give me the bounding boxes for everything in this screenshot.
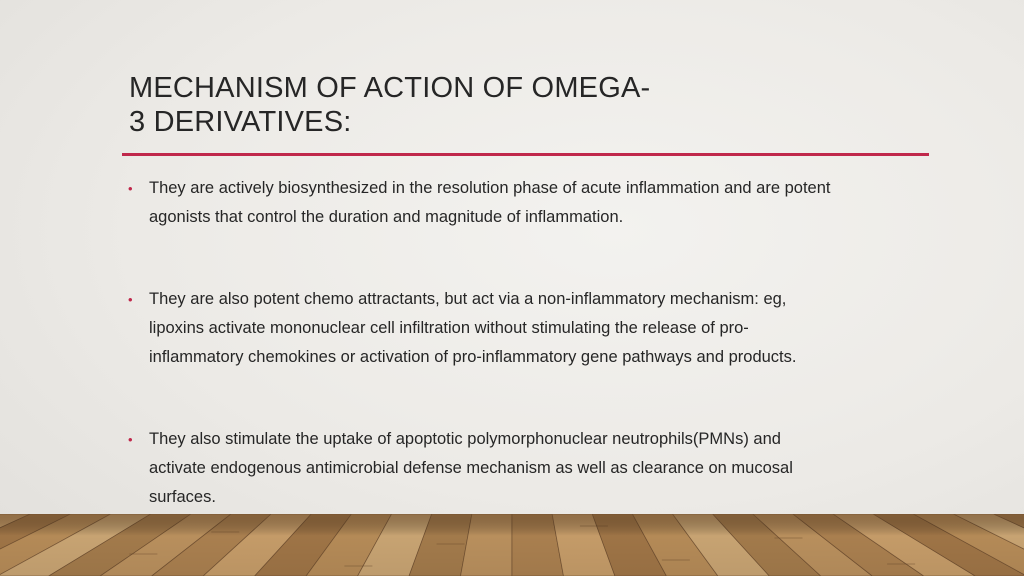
title-divider [122,153,929,156]
slide-title-line-1: MECHANISM OF ACTION OF OMEGA- [129,72,651,104]
bullet-1-line-2: agonists that control the duration and magnitude of inflammation. [149,208,624,226]
bullet-3-line-2: activate endogenous antimicrobial defense mechanism as well as clearance on mucosal [149,459,793,477]
bullet-item-1 [128,174,928,232]
bullet-1-line-1: They are actively biosynthesized in the resolution phase of acute inflammation and are potent [149,179,831,197]
bullet-dot-icon: • [128,292,133,307]
bullet-3-line-3: surfaces. [149,488,216,506]
bullet-item-2 [128,285,928,372]
bullet-2-line-2: lipoxins activate mononuclear cell infiltration without stimulating the release of pro- [149,319,749,337]
bullet-dot-icon: • [128,432,133,447]
bullet-list [128,174,928,512]
bullet-2-line-1: They are also potent chemo attractants, but act via a non-inflammatory mechanism: eg, [149,290,787,308]
slide-title-line-2: 3 DERIVATIVES: [129,106,352,138]
bullet-item-3 [128,425,928,512]
bullet-3-line-1: They also stimulate the uptake of apoptotic polymorphonuclear neutrophils(PMNs) and [149,430,781,448]
slide-title [129,71,749,139]
wood-floor-graphic [0,514,1024,576]
bullet-dot-icon: • [128,181,133,196]
wood-floor-background [0,514,1024,576]
bullet-2-line-3: inflammatory chemokines or activation of pro-inflammatory gene pathways and products. [149,348,797,366]
